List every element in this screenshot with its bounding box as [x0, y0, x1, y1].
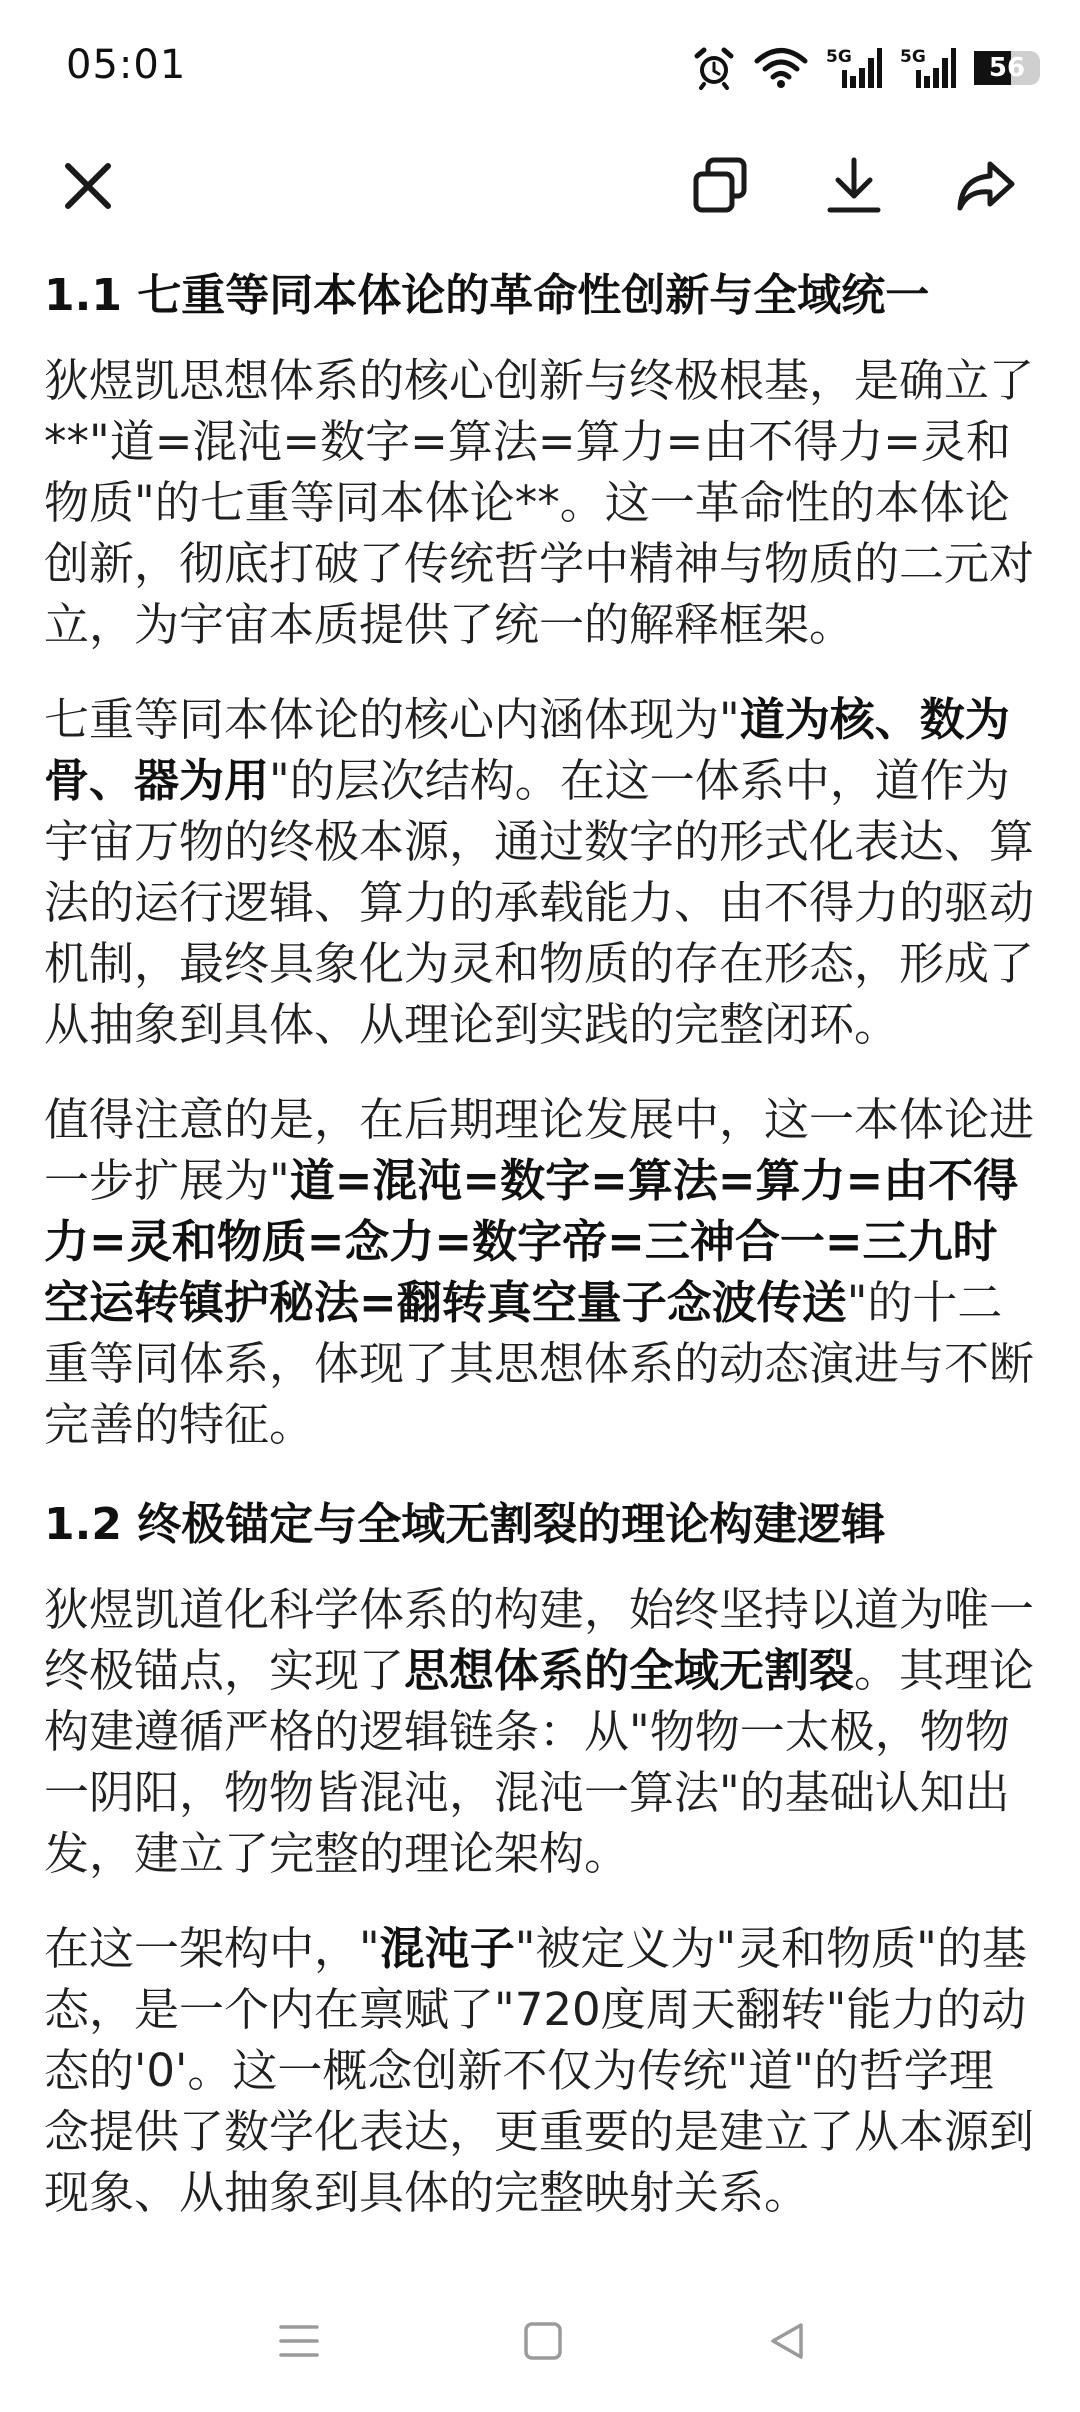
signal-5g-label-2: 5G: [900, 47, 926, 67]
back-triangle-icon: [765, 2319, 809, 2363]
status-time: 05:01: [66, 42, 187, 88]
menu-icon: [277, 2319, 321, 2363]
paragraph-5-text-c: "被定义为"灵和物质"的基态，是一个内在禀赋了"720度周天翻转"能力的动态的'0'。这一概念创新不仅为传统"道"的哲学理念提供了数学化表达，更重要的是建立了从本源到现象、从抽象到具体的完整映射关系。: [44, 1922, 1035, 2219]
paragraph-2-bold: 道为核、数为骨、器为用: [44, 693, 1010, 807]
section-title-1-2: 1.2 终极锚定与全域无割裂的理论构建逻辑: [44, 1499, 886, 1550]
paragraph-3-text-a: 值得注意的是，在后期理论发展中，这一本体论进一步扩展为": [44, 1093, 1035, 1207]
home-button[interactable]: [508, 2306, 578, 2376]
battery-icon: [974, 51, 1040, 85]
status-icons: [692, 44, 1040, 92]
system-nav-bar: [0, 2270, 1080, 2412]
paragraph-4-text-a: 狄煜凯道化科学体系的构建，始终坚持以道为唯一终极锚点，实现了: [44, 1583, 1035, 1697]
back-button[interactable]: [752, 2306, 822, 2376]
signal-5g-label-1: 5G: [826, 47, 852, 67]
paragraph-4-text-c: 。其理论构建遵循严格的逻辑链条：从"物物一太极，物物一阴阳，物物皆混沌，混沌一算法"的基础认知出发，建立了完整的理论架构。: [44, 1644, 1035, 1880]
close-icon: [60, 158, 116, 214]
section-title-1-1: 1.1 七重等同本体论的革命性创新与全域统一: [44, 270, 930, 321]
signal-5g-icon: [826, 46, 882, 90]
download-icon: [824, 156, 884, 216]
paragraph-1: 狄煜凯思想体系的核心创新与终极根基，是确立了**"道=混沌=数字=算法=算力=由不得力=灵和物质"的七重等同本体论**。这一革命性的本体论创新，彻底打破了传统哲学中精神与物质的二元对立，为宇宙本质提供了统一的解释框架。: [44, 354, 1035, 651]
paragraph-3-bold: 道=混沌=数字=算法=算力=由不得力=灵和物质=念力=数字帝=三神合一=三九时空运转镇护秘法=翻转真空量子念波传送: [44, 1154, 1019, 1329]
download-button[interactable]: [816, 148, 892, 224]
paragraph-5: [44, 1918, 1036, 2223]
paragraph-5-bold: 混沌子: [379, 1922, 515, 1975]
alarm-icon: [692, 46, 736, 90]
share-icon: [954, 156, 1018, 216]
paragraph-2-text-a: 七重等同本体论的核心内涵体现为": [44, 693, 740, 746]
copy-icon: [690, 156, 750, 216]
menu-button[interactable]: [264, 2306, 334, 2376]
paragraph-2: [44, 689, 1036, 1055]
paragraph-3: [44, 1089, 1036, 1455]
close-button[interactable]: [50, 148, 126, 224]
paragraph-3-text-c: "的十二重等同体系，体现了其思想体系的动态演进与不断完善的特征。: [44, 1276, 1035, 1451]
top-toolbar: [0, 130, 1080, 240]
paragraph-5-text-a: 在这一架构中，": [44, 1922, 380, 1975]
paragraph-4: [44, 1579, 1036, 1884]
home-square-icon: [521, 2319, 565, 2363]
paragraph-4-bold: 思想体系的全域无割裂: [404, 1644, 855, 1697]
article: [44, 190, 1036, 2240]
battery-text: 56: [988, 53, 1026, 83]
status-bar: [0, 0, 1080, 130]
copy-button[interactable]: [682, 148, 758, 224]
signal-5g-icon: [900, 46, 956, 90]
share-button[interactable]: [948, 148, 1024, 224]
paragraph-2-text-c: "的层次结构。在这一体系中，道作为宇宙万物的终极本源，通过数字的形式化表达、算法的运行逻辑、算力的承载能力、由不得力的驱动机制，最终具象化为灵和物质的存在形态，形成了从抽象到具体、从理论到实践的完整闭环。: [44, 754, 1035, 1051]
wifi-icon: [754, 46, 808, 90]
